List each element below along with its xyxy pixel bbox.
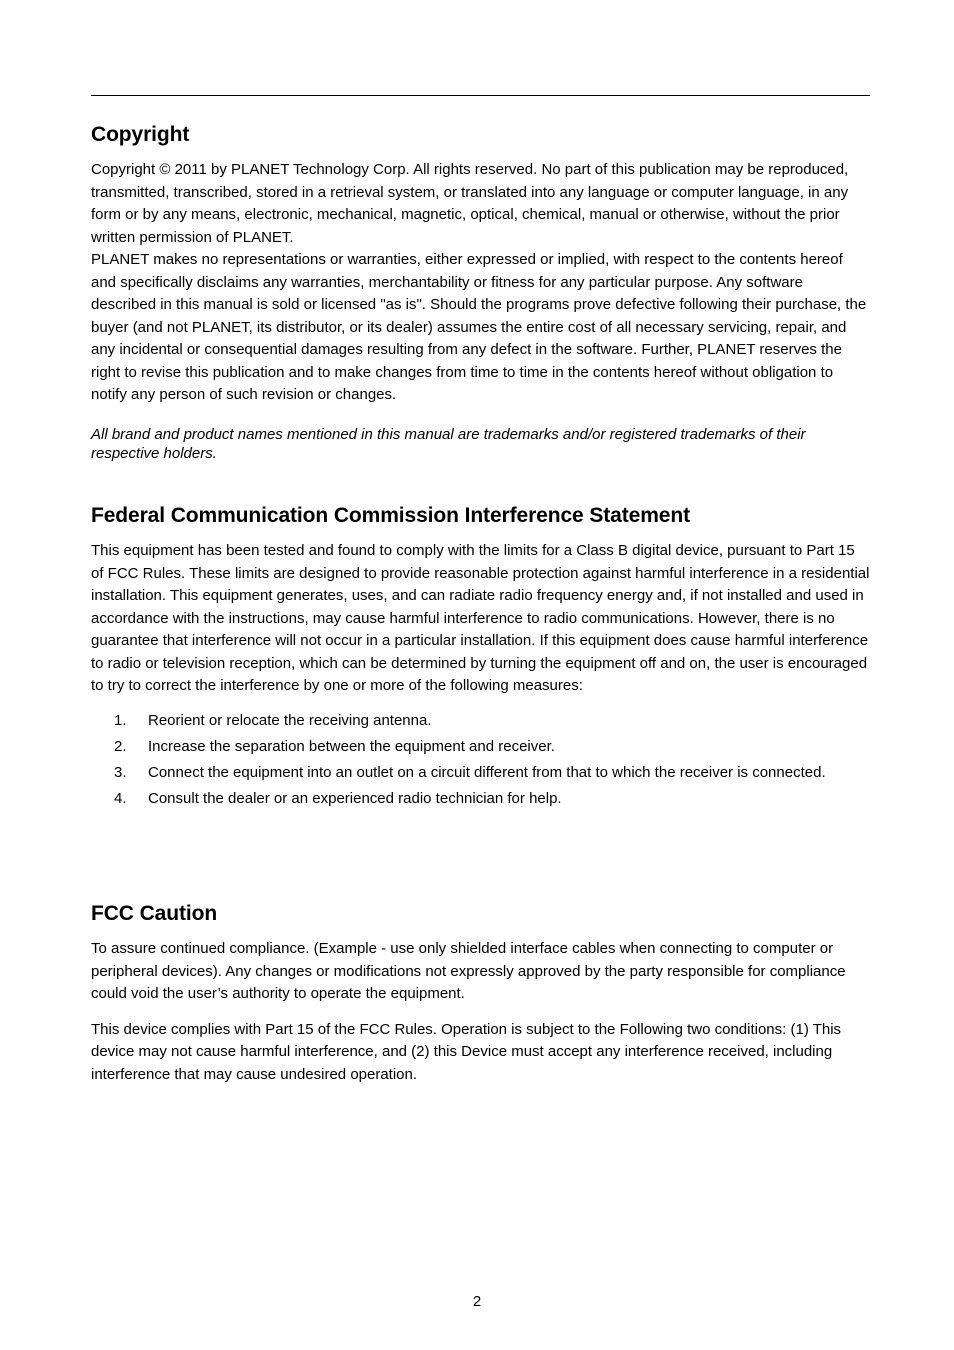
copyright-paragraph-1: Copyright © 2011 by PLANET Technology Corp. All rights reserved. No part of this publication may be reproduced, transmitted, transcribed, stored in a retrieval system, or translated into any language or computer language, in any form or by any means, electronic, mechanical, magnetic, optical, chemical, manual or otherwise, without the prior written permission of PLANET. [91,161,849,246]
fcc-caution-section [91,901,870,1086]
fcc-caution-heading: FCC Caution [91,902,218,925]
list-item: 3. Connect the equipment into an outlet on a circuit different from that to which the receiver is connected. [114,763,826,781]
copyright-section [91,122,870,464]
fcc-statement-heading: Federal Communication Commission Interference Statement [91,504,690,527]
copyright-paragraph-2: PLANET makes no representations or warranties, either expressed or implied, with respect to the contents hereof and specifically disclaims any warranties, merchantability or fitness for any particular purpose. Any software described in this manual is sold or licensed "as is". Should the programs prove defective following their purchase, the buyer (and not PLANET, its distributor, or its dealer) assumes the entire cost of all necessary servicing, repair, and any incidental or consequential damages resulting from any defect in the software. Further, PLANET reserves the right to revise this publication and to make changes from time to time in the contents hereof without obligation to notify any person of such revision or changes. [91,251,867,403]
list-item: 1. Reorient or relocate the receiving antenna. [114,711,432,729]
list-item: 4. Consult the dealer or an experienced radio technician for help. [114,789,562,807]
trademark-note: All brand and product names mentioned in this manual are trademarks and/or registered trademarks of their respective holders. [91,425,806,462]
document-page [91,0,870,1350]
fcc-caution-paragraph-1: To assure continued compliance. (Example - use only shielded interface cables when connecting to computer or peripheral devices). Any changes or modifications not expressly approved by the party responsible for compliance could void the user’s authority to operate the equipment. [91,940,846,1002]
fcc-statement-section [91,503,870,812]
list-item: 2. Increase the separation between the equipment and receiver. [114,737,555,755]
fcc-measures-list [91,708,870,812]
copyright-heading: Copyright [91,123,190,146]
header-rule [91,95,870,96]
fcc-caution-paragraph-2: This device complies with Part 15 of the FCC Rules. Operation is subject to the Following two conditions: (1) This device may not cause harmful interference, and (2) this Device must accept any interference received, including interference that may cause undesired operation. [91,1020,842,1083]
fcc-statement-paragraph: This equipment has been tested and found to comply with the limits for a Class B digital device, pursuant to Part 15 of FCC Rules. These limits are designed to provide reasonable protection against harmful interference in a residential installation. This equipment generates, uses, and can radiate radio frequency energy and, if not installed and used in accordance with the instructions, may cause harmful interference to radio communications. However, there is no guarantee that interference will not occur in a particular installation. If this equipment does cause harmful interference to radio or television reception, which can be determined by turning the equipment off and on, the user is encouraged to try to correct the interference by one or more of the following measures: [91,542,870,694]
page-number: 2 [472,1293,482,1310]
